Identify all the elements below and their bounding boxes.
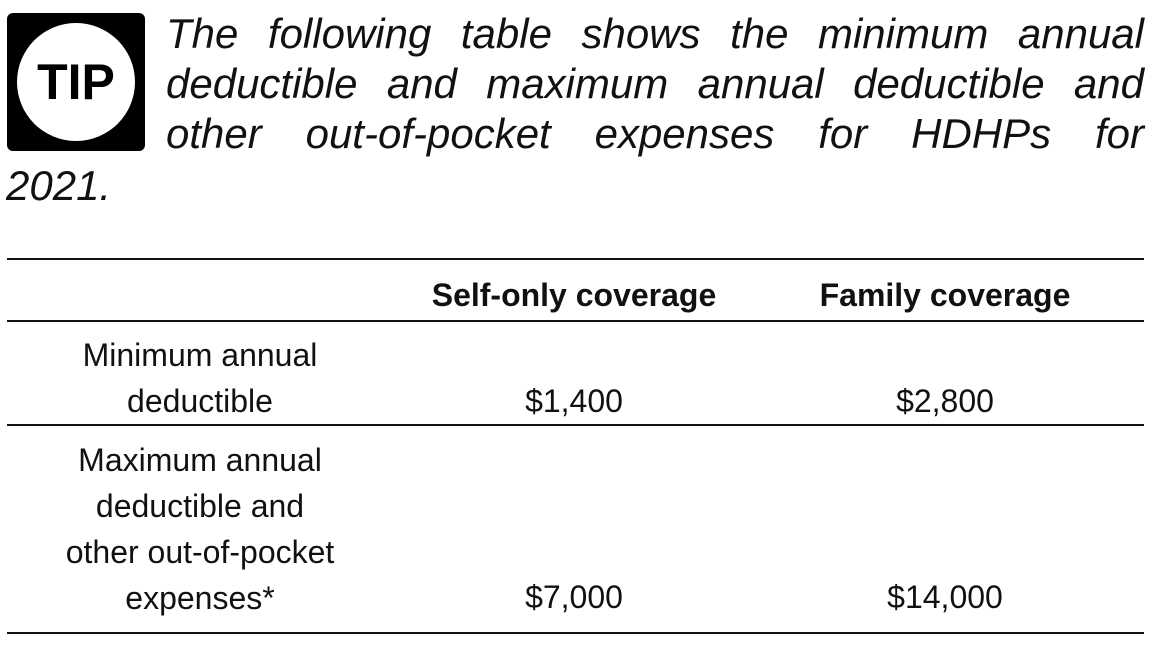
tip-badge [7, 13, 145, 151]
tip-text-line-3: other out-of-pocket expenses for HDHPs for [166, 110, 1144, 157]
row-label-line: expenses* [125, 580, 275, 616]
row-label-line: deductible [127, 383, 273, 419]
tip-text-line-4: 2021. [6, 162, 112, 209]
row-label-line: other out-of-pocket [65, 534, 335, 570]
family-value: $14,000 [887, 579, 1003, 615]
tip-circle [17, 23, 135, 141]
table-top-rule [7, 258, 1144, 260]
row-label [20, 332, 380, 424]
self-only-value: $1,400 [525, 383, 623, 419]
row-label-line: deductible and [95, 488, 305, 524]
row-label-line: Minimum annual [82, 337, 318, 373]
tip-text-line-1: The following table shows the minimum annual [166, 10, 1144, 57]
header-bottom-rule [7, 320, 1144, 322]
header-family: Family coverage [819, 277, 1071, 313]
row-label-line: Maximum annual [78, 442, 322, 478]
family-value: $2,800 [896, 383, 994, 419]
row-divider-rule [7, 424, 1144, 426]
tip-label: TIP [37, 54, 115, 110]
tip-text-line-2: deductible and maximum annual deductible and [166, 60, 1144, 107]
row-label [20, 437, 380, 621]
self-only-value: $7,000 [525, 579, 623, 615]
table-bottom-rule [7, 632, 1144, 634]
header-self-only: Self-only coverage [431, 277, 717, 313]
